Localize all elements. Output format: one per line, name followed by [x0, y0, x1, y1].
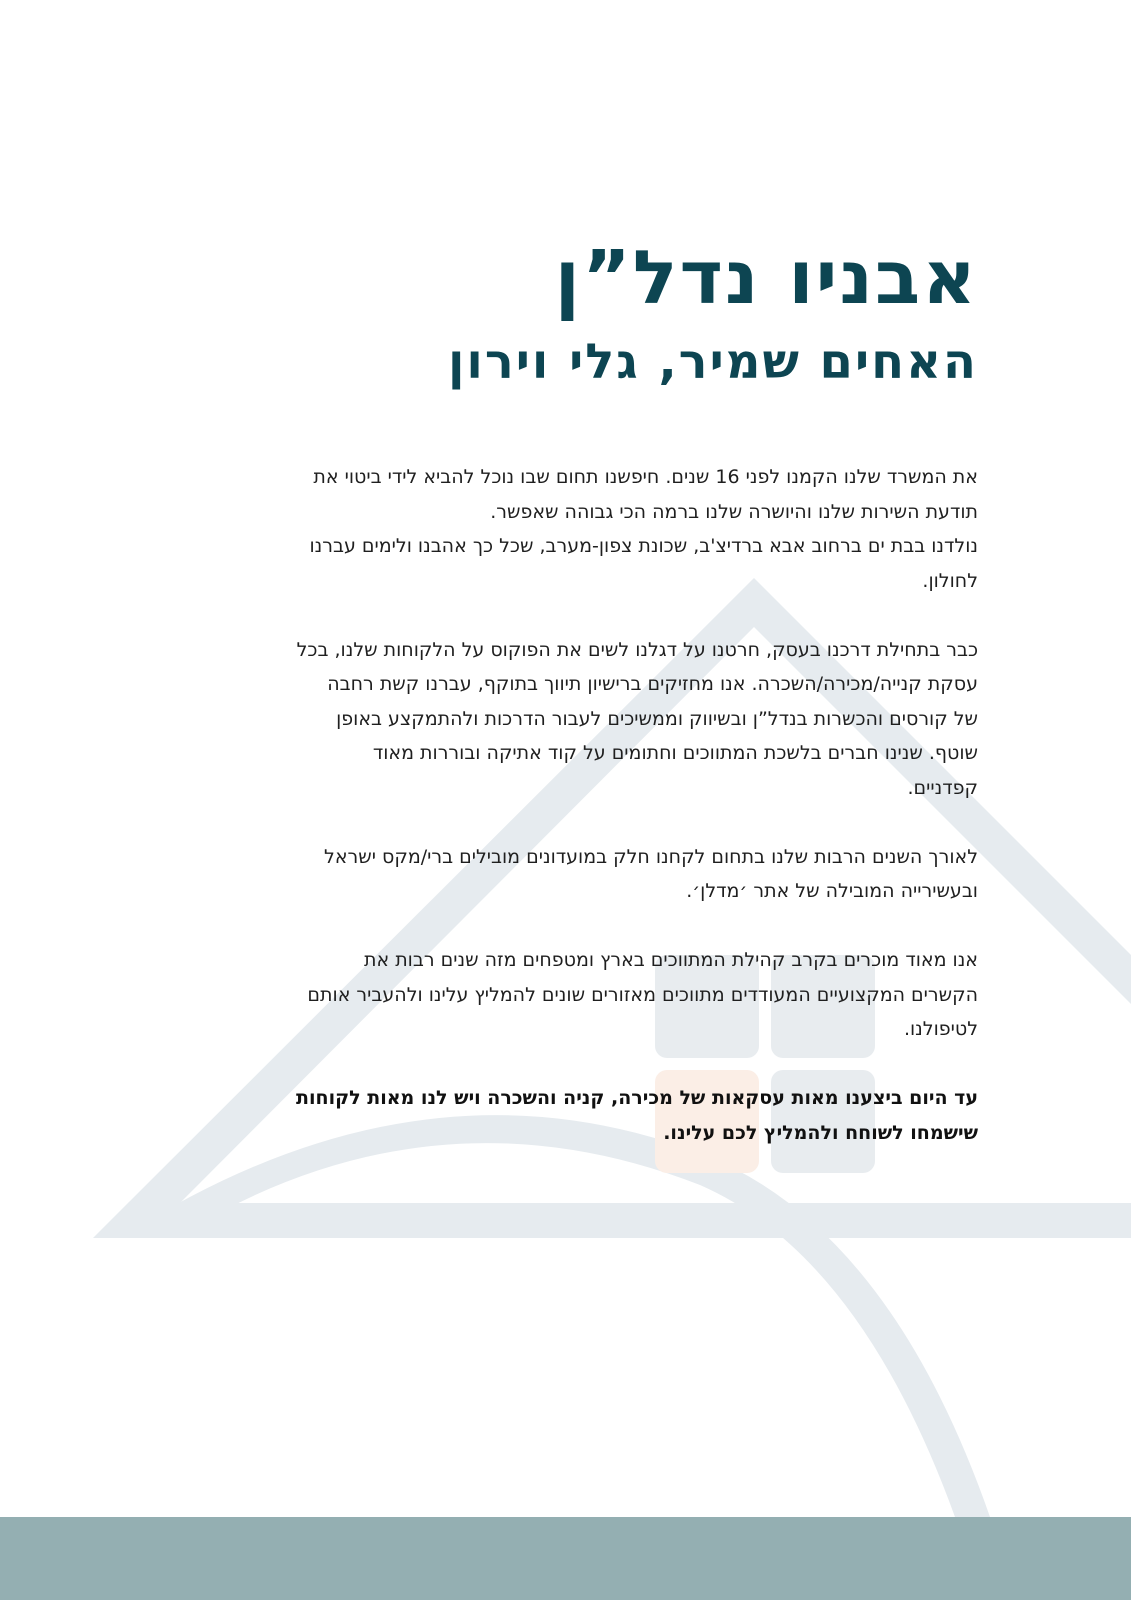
paragraph-line: קפדניים. — [907, 776, 978, 799]
paragraph-line: תודעת השירות שלנו והיושרה שלנו ברמה הכי גבוהה שאפשר. — [490, 500, 978, 523]
paragraph-line: הקשרים המקצועיים המעודדים מתווכים מאזורים שונים להמליץ עלינו ולהעביר אותם — [307, 983, 978, 1006]
paragraph-clubs — [178, 840, 978, 909]
paragraph-line: עד היום ביצענו מאות עסקאות של מכירה, קניה והשכרה ויש לנו מאות לקוחות — [296, 1087, 978, 1109]
paragraph-line: שוטף. שנינו חברים בלשכת המתווכים וחתומים על קוד אתיקה ובוררות מאוד — [372, 742, 978, 764]
paragraph-focus — [178, 633, 978, 806]
paragraph-line: ובעשירייה המובילה של אתר ׳מדלן׳. — [686, 880, 978, 902]
paragraph-history — [178, 460, 978, 598]
page-subtitle: האחים שמיר, גלי וירון — [447, 334, 978, 390]
paragraph-line: את המשרד שלנו הקמנו לפני 16 שנים. חיפשנו תחום שבו נוכל להביא לידי ביטוי את — [313, 466, 978, 488]
paragraph-line: שישמחו לשוחח ולהמליץ לכם עלינו. — [663, 1121, 978, 1144]
main-content — [178, 230, 978, 1185]
paragraph-line: לחולון. — [922, 569, 978, 592]
paragraph-line: לטיפולנו. — [903, 1018, 978, 1040]
paragraph-line: לאורך השנים הרבות שלנו בתחום לקחנו חלק במועדונים מובילים ברי/מקס ישראל — [324, 845, 978, 868]
paragraph-closing — [178, 1081, 978, 1150]
paragraph-line: נולדנו בבת ים ברחוב אבא ברדיצ'ב, שכונת צפון-מערב, שכל כך אהבנו ולימים עברנו — [309, 535, 978, 557]
paragraph-community — [178, 943, 978, 1047]
page-title: אבניו נדל”ן — [554, 235, 978, 321]
paragraph-line: עסקת קנייה/מכירה/השכרה. אנו מחזיקים ברישיון תיווך בתוקף, עברנו קשת רחבה — [327, 673, 978, 695]
paragraph-line: כבר בתחילת דרכנו בעסק, חרטנו על דגלנו לשים את הפוקוס על הלקוחות שלנו, בכל — [296, 638, 978, 661]
footer-band — [0, 1517, 1131, 1600]
paragraph-line: של קורסים והכשרות בנדל”ן ובשיווק וממשיכים לעבור הדרכות ולהתמקצע באופן — [336, 707, 978, 730]
paragraph-line: אנו מאוד מוכרים בקרב קהילת המתווכים בארץ ומטפחים מזה שנים רבות את — [363, 949, 978, 971]
body-text — [178, 460, 978, 1150]
